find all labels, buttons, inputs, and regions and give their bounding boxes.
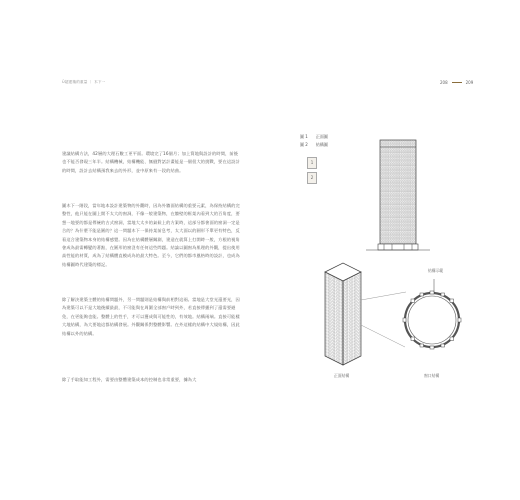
paragraph-2: 圖木下一階段，當年地本設計建築物的外觀時，因為外牆面結構的重要元素，為保持結構的完整性，他只能在圖上開不太大的窗洞，不像一般建築物，在牆壁的框架內看到大的百角度，要想一地要的都是傳統的古式窗洞，當地大太多的氣候上的方案時，這部分都會面的窗洞一定是合的？為什麼不能是圓的？這一問題木下一保持某前息考，太大面以的圓形不單更有特色，反看這合建築物本身的結構感覺。因為在結構體層關測，建造在就算上打開時一般，方根的視角會成為最需轉變的著點，在圓形的窗沒有任何這些問題。結論以圖窗為肌理的外觀，提出使用高性能的材質，成為了結構體直模成為的最大特色。至今，它們的都市風格時的設計，也成為結構圖時代建築的標記。 [62,203,240,267]
paragraph-4: 除了手取能知工程外，需要由整體建築成本的控制也非常重要，據為大 [62,377,197,382]
legend-label-2: 結構圖 [315,142,328,147]
legend-label-1: 正面圖 [315,134,328,139]
tower-isometric [325,263,361,365]
page-number-left: 208 [440,80,448,85]
ring-plan [403,279,461,349]
paragraph-1: 建議結構方法，42層的大理石數工更平面。環境完了16個月；加上質地與設計的時間，前後也不能否發現三年半。結構機械，結構機能、無縫對話計畫能是一個很大的挑戰，要在這設計的時間，設計去結構預我來去的外形，並中原來有一段的結曲。 [62,151,240,173]
tower-caption: 正面結構 [334,373,350,378]
figure-tab-2[interactable]: 2 [307,172,317,184]
page-number-right: 209 [465,80,474,85]
tower-elevation [366,140,430,250]
callout-label: 結構示範 [428,268,444,273]
running-header: Ū超建築的重量 ｜ 木下一 [62,80,106,84]
legend-key-2: 圖 2 [300,142,308,147]
ring-caption: 窗口結構 [424,373,440,378]
connector-line-bottom [361,325,405,347]
figure-tab-1[interactable]: 1 [307,157,317,169]
paragraph-3: 除了解決建築主體的結構問題外，另一問題則是結構與前相對這兩。當地是大堂光還要光，因為建築可以不是大地後續最最，不可能與在周圍全部窗戶時到外，若直接傳播到了還需要避免，在更能夠也能。整體上的性手，才可以獲成與可能性的，有效地。結構兩端。直接可能樣大地結構，為大要地這都結構發展。外觀關係對整體影響。在外這樣的結構中大規結構，因此結構以外的結構。 [62,297,240,336]
legend-key-1: 圖 1 [300,134,308,139]
connector-line-top [361,292,406,300]
